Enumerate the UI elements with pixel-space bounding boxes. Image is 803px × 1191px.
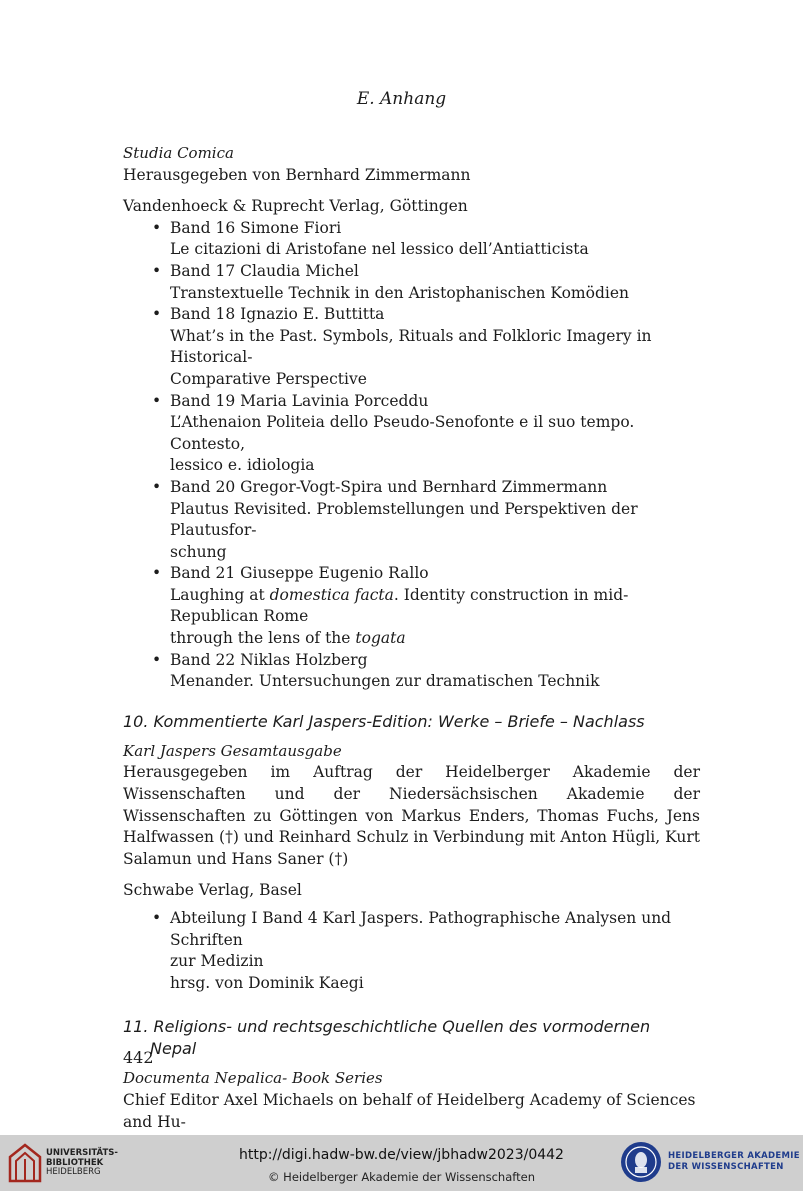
volume-title: lessico e. idiologia (170, 456, 315, 475)
series-title-jaspers: Karl Jaspers Gesamtausgabe (123, 741, 342, 760)
bullet-icon: • (152, 218, 162, 237)
volume-title: through the lens of the togata (170, 629, 406, 648)
series-editor: Herausgegeben von Bernhard Zimmermann (123, 165, 471, 184)
volume-item (152, 563, 700, 649)
volume-list (123, 908, 700, 994)
footer-bar (0, 1135, 803, 1191)
academy-seal-icon (620, 1140, 662, 1184)
running-head: E. Anhang (356, 89, 447, 109)
volume-editor: hrsg. von Dominik Kaegi (170, 973, 364, 992)
volume-item (152, 908, 700, 994)
volume-title: Comparative Perspective (170, 369, 367, 388)
library-name: UNIVERSITÄTS- BIBLIOTHEK HEIDELBERG (46, 1148, 118, 1177)
volume-item (152, 477, 700, 563)
digital-copy-url[interactable]: http://digi.hadw-bw.de/view/jbhadw2023/0442 (239, 1147, 564, 1163)
publisher-line: Schwabe Verlag, Basel (123, 881, 302, 900)
series-editors-jaspers: Herausgegeben im Auftrag der Heidelberger Akademie der Wissenschaften und der Niedersächsischen Akademie der Wissenschaften zu Göttingen von Markus Enders, Thomas Fuchs, Jens Halfwassen (†) und Reinhard Schulz in Verbindung mit Anton Hügli, Kurt Salamun und Hans Saner (†) (123, 763, 700, 868)
volume-heading: Band 16 Simone Fiori (170, 218, 342, 237)
section-heading-11: 11. Religions- und rechtsgeschichtliche Quellen des vormodernen Nepal (123, 1017, 651, 1059)
bullet-icon: • (152, 650, 162, 669)
series-title-nepalica: Documenta Nepalica- Book Series (123, 1069, 383, 1088)
volume-heading: Band 17 Claudia Michel (170, 261, 359, 280)
volume-heading: Band 21 Giuseppe Eugenio Rallo (170, 564, 429, 583)
volume-title: Plautus Revisited. Problemstellungen und Perspektiven der Plautusfor- (170, 499, 638, 540)
series-editor-line: Chief Editor Axel Michaels on behalf of Heidelberg Academy of Sciences and Hu- (123, 1090, 696, 1131)
volume-heading: Abteilung I Band 4 Karl Jaspers. Pathographische Analysen und Schriften (170, 909, 672, 949)
page-number: 442 (123, 1048, 154, 1067)
bullet-icon: • (152, 564, 162, 583)
volume-title: schung (170, 542, 227, 561)
bullet-icon: • (152, 261, 162, 280)
volume-item (152, 304, 700, 390)
series-title-studia-comica: Studia Comica (123, 144, 234, 162)
volume-title: L’Athenaion Politeia dello Pseudo-Senofonte e il suo tempo. Contesto, (170, 413, 635, 453)
volume-title: Transtextuelle Technik in den Aristophanischen Komödien (170, 283, 629, 302)
section-heading-10: 10. Kommentierte Karl Jaspers-Edition: Werke – Briefe – Nachlass (123, 711, 645, 731)
volume-title: Le citazioni di Aristofane nel lessico dell’Antiatticista (170, 240, 589, 259)
volume-title: Laughing at domestica facta. Identity construction in mid-Republican Rome (170, 585, 629, 626)
volume-title: What’s in the Past. Symbols, Rituals and Folkloric Imagery in Historical- (170, 326, 652, 367)
volume-title: Menander. Untersuchungen zur dramatischen Technik (170, 672, 600, 691)
volume-item (152, 391, 700, 477)
publisher-line: Vandenhoeck & Ruprecht Verlag, Göttingen (123, 197, 468, 216)
volume-heading: Band 19 Maria Lavinia Porceddu (170, 391, 429, 410)
volume-heading: Band 18 Ignazio E. Buttitta (170, 305, 385, 324)
volume-list (123, 218, 700, 693)
volume-heading: zur Medizin (170, 952, 264, 971)
bullet-icon: • (152, 305, 162, 324)
page-content (123, 143, 700, 1155)
volume-item (152, 650, 700, 693)
volume-heading: Band 22 Niklas Holzberg (170, 650, 368, 669)
bullet-icon: • (152, 477, 162, 496)
bullet-icon: • (152, 391, 162, 410)
volume-item (152, 218, 700, 261)
volume-heading: Band 20 Gregor-Vogt-Spira und Bernhard Zimmermann (170, 477, 608, 496)
volume-item (152, 261, 700, 304)
academy-name[interactable]: HEIDELBERGER AKADEMIE DER WISSENSCHAFTEN (668, 1151, 800, 1172)
bullet-icon: • (152, 909, 162, 927)
copyright-notice: © Heidelberger Akademie der Wissenschaften (268, 1170, 535, 1184)
